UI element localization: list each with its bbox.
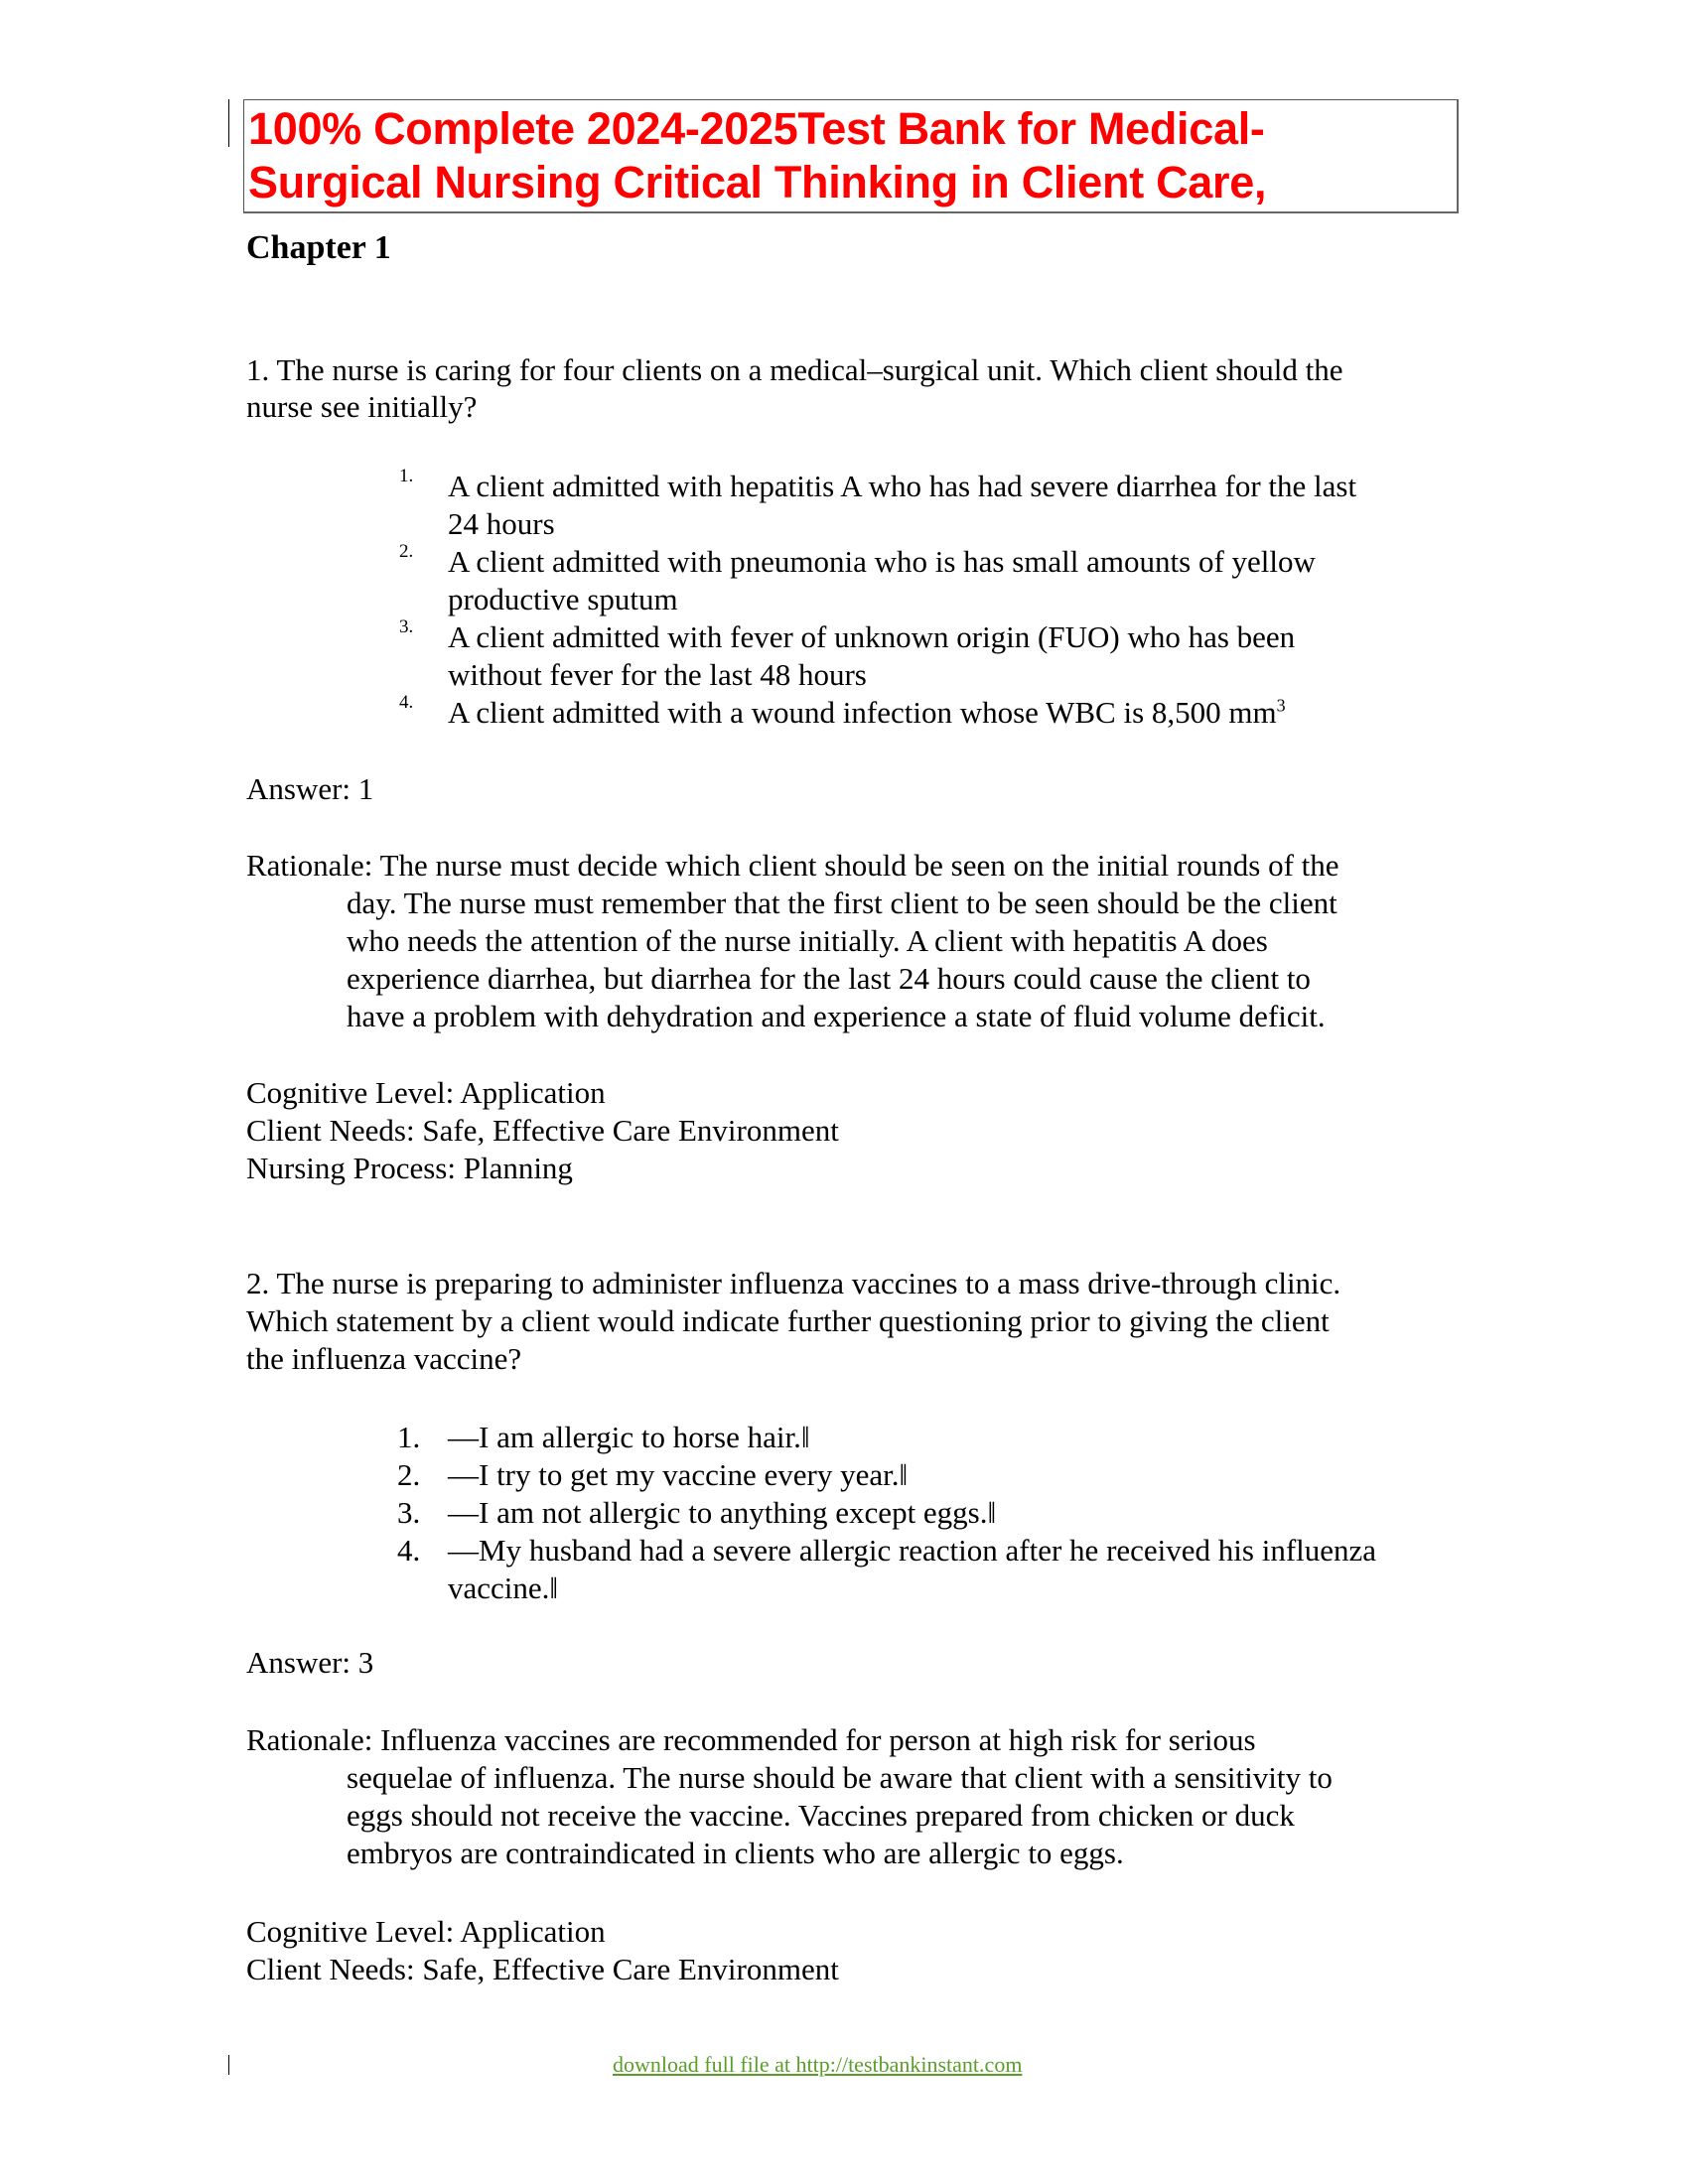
question-stem-line: the influenza vaccine? — [246, 1341, 522, 1376]
option-text: A client admitted with pneumonia who is has small amounts of yellow — [448, 544, 1316, 579]
client-needs: Client Needs: Safe, Effective Care Environment — [246, 1113, 839, 1148]
rationale-line: who needs the attention of the nurse initially. A client with hepatitis A does — [347, 923, 1268, 958]
option-text — [448, 694, 1286, 732]
option-number: 2. — [397, 1457, 421, 1492]
rationale-line: eggs should not receive the vaccine. Vaccines prepared from chicken or duck — [347, 1798, 1295, 1833]
option-number: 1. — [397, 1420, 421, 1454]
question-stem-line: 1. The nurse is caring for four clients on a medical–surgical unit. Which client should the — [246, 352, 1343, 387]
cognitive-level: Cognitive Level: Application — [246, 1914, 606, 1949]
option-text: A client admitted with fever of unknown origin (FUO) who has been — [448, 619, 1296, 654]
answer: Answer: 3 — [246, 1645, 374, 1680]
option-number: 4. — [399, 692, 414, 713]
download-link[interactable]: download full file at http://testbankinstant.com — [613, 2052, 1023, 2077]
option-text: —I try to get my vaccine every year.‖ — [448, 1457, 909, 1492]
title-line-1: 100% Complete 2024-2025Test Bank for Medical- — [248, 103, 1265, 154]
option-text: vaccine.‖ — [448, 1570, 559, 1605]
option-text: —I am allergic to horse hair.‖ — [448, 1420, 810, 1454]
option-text: —I am not allergic to anything except eggs.‖ — [448, 1495, 997, 1530]
option-number: 3. — [397, 1495, 421, 1530]
rationale-line: sequelae of influenza. The nurse should be aware that client with a sensitivity to — [347, 1760, 1333, 1795]
question-stem-line: Which statement by a client would indicate further questioning prior to giving the client — [246, 1303, 1330, 1338]
question-stem-line: nurse see initially? — [246, 389, 478, 424]
chapter-heading: Chapter 1 — [246, 229, 391, 266]
option-number: 1. — [399, 466, 414, 486]
option-text: A client admitted with hepatitis A who has had severe diarrhea for the last — [448, 469, 1357, 503]
option-text: 24 hours — [448, 506, 555, 541]
rationale-line: Rationale: Influenza vaccines are recommended for person at high risk for serious — [246, 1722, 1256, 1757]
rationale-line: have a problem with dehydration and experience a state of fluid volume deficit. — [347, 999, 1326, 1033]
title-line-2: Surgical Nursing Critical Thinking in Client Care, — [248, 157, 1267, 207]
revision-bar-top — [228, 99, 229, 147]
option-number: 3. — [399, 616, 414, 637]
option-text: productive sputum — [448, 582, 678, 616]
cognitive-level: Cognitive Level: Application — [246, 1075, 606, 1110]
rationale-line: Rationale: The nurse must decide which client should be seen on the initial rounds of the — [246, 848, 1339, 883]
option-number: 2. — [399, 541, 414, 562]
nursing-process: Nursing Process: Planning — [246, 1151, 573, 1185]
rationale-line: day. The nurse must remember that the first client to be seen should be the client — [347, 886, 1337, 920]
answer: Answer: 1 — [246, 771, 374, 806]
superscript: 3 — [1276, 695, 1286, 716]
option-text-main: A client admitted with a wound infection whose WBC is 8,500 mm — [448, 695, 1277, 730]
question-stem-line: 2. The nurse is preparing to administer influenza vaccines to a mass drive-through clinic. — [246, 1266, 1341, 1300]
rationale-line: embryos are contraindicated in clients who are allergic to eggs. — [347, 1836, 1124, 1870]
rationale-line: experience diarrhea, but diarrhea for the last 24 hours could cause the client to — [347, 961, 1311, 996]
option-text: without fever for the last 48 hours — [448, 657, 867, 692]
option-text: —My husband had a severe allergic reaction after he received his influenza — [448, 1533, 1377, 1568]
revision-bar-footer — [228, 2055, 229, 2075]
client-needs: Client Needs: Safe, Effective Care Environment — [246, 1952, 839, 1986]
option-number: 4. — [397, 1533, 421, 1568]
